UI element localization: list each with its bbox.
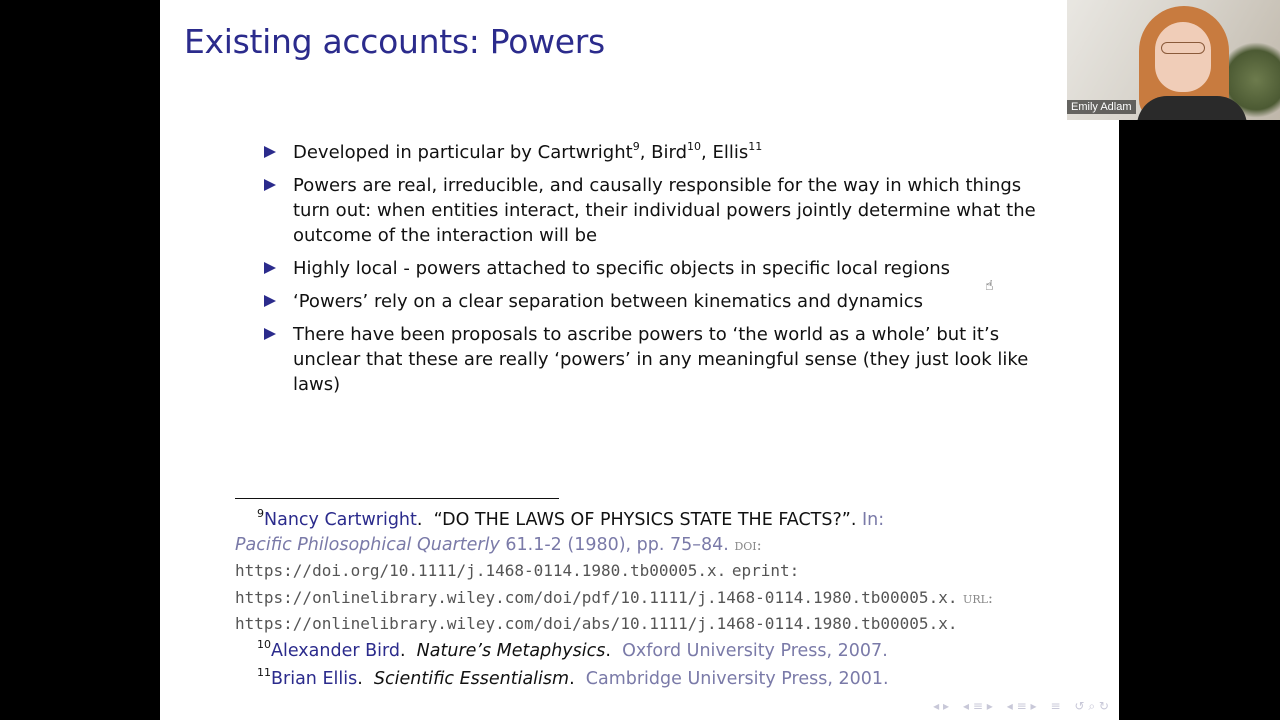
footnote-journal: Pacific Philosophical Quarterly [235,535,500,556]
footnote-9-cont [235,533,1035,637]
url-label: url: [963,588,993,607]
bullet-item [260,289,1060,314]
footnote-in: In: [861,510,885,530]
participant-name-tag: Emily Adlam [1067,100,1136,114]
footnote-11: $^{11}$Brian Ellis. Scientific Essentialism. Cambridge University Press, 2001. [257,666,889,690]
beamer-nav-bar [933,699,1109,714]
bullet-text: , Ellis [701,142,749,163]
bullet-text: There have been proposals to ascribe powers to ‘the world as a whole’ but it’s unclear that these are really ‘powers’ in any meaningful sense (they just look like laws) [293,324,1029,395]
footnotes [235,508,1035,692]
bullet-triangle-icon [264,179,276,191]
footnote-number: 11 [257,666,271,680]
bullet-text: Developed in particular by Cartwright [293,142,633,163]
nav-toc-icon[interactable]: ≡ [1050,699,1061,713]
footnote-divider [235,498,559,499]
nav-subsection-icon[interactable]: ◂ ≡ ▸ [963,699,993,713]
footnote-number: 9 [257,507,264,521]
bullet-item [260,322,1060,397]
bullet-text: ‘Powers’ rely on a clear separation between kinematics and dynamics [293,291,923,312]
bullet-text: Powers are real, irreducible, and causally responsible for the way in which things turn out: when entities interact, their individual powers jointly determine what the outcome of the interaction will be [293,175,1036,246]
nav-section-icon[interactable]: ◂ ≡ ▸ [1006,699,1037,713]
url-link[interactable]: https://onlinelibrary.wiley.com/doi/abs/10.1111/j.1468-0114.1980.tb00005.x. [235,613,958,633]
bullet-triangle-icon [264,146,276,158]
slide-title: Existing accounts: Powers [184,22,605,61]
bullet-item [260,173,1060,248]
footnote-publisher: Cambridge University Press, 2001. [585,669,889,690]
doi-link[interactable]: https://doi.org/10.1111/j.1468-0114.1980.tb00005.x. [235,561,727,581]
doi-label: doi: [734,536,762,555]
bullet-item [260,140,1060,165]
footnote-title: “DO THE LAWS OF PHYSICS STATE THE FACTS?” [433,510,851,530]
footnote-author[interactable]: Brian Ellis [271,669,358,690]
bullet-item [260,256,1060,281]
bullet-triangle-icon [264,262,276,274]
footnote-publisher: Oxford University Press, 2007. [622,641,888,662]
bullet-triangle-icon [264,328,276,340]
footnote-ref: 11 [748,140,763,153]
footnote-9: $^9$Nancy Cartwright. “DO THE LAWS OF PHYSICS STATE THE FACTS?”. In: [257,507,885,530]
participant-shirt [1137,96,1247,120]
hand-cursor-icon: ☝ [985,278,994,294]
participant-glasses [1161,42,1205,54]
slide [160,0,1119,720]
footnote-title: Nature’s Metaphysics [416,641,606,662]
nav-search-icon[interactable]: ↺ ⌕ ↻ [1074,699,1109,713]
footnote-title: Scientific Essentialism [373,669,570,690]
eprint-link[interactable]: https://onlinelibrary.wiley.com/doi/pdf/10.1111/j.1468-0114.1980.tb00005.x. [235,587,958,607]
footnote-ref: 9 [632,140,640,153]
bullet-list [260,140,1060,405]
footnote-10: $^{10}$Alexander Bird. Nature’s Metaphysics. Oxford University Press, 2007. [257,638,888,662]
nav-frame-icon[interactable]: ◂ ▸ [933,699,949,713]
footnote-ref: 10 [687,140,702,153]
footnote-author[interactable]: Alexander Bird [271,641,400,662]
bullet-text: Highly local - powers attached to specific objects in specific local regions [293,258,950,279]
eprint-label: eprint: [731,561,800,581]
footnote-details: 61.1-2 (1980), pp. 75–84. [505,535,729,556]
participant-face [1155,22,1211,92]
footnote-author[interactable]: Nancy Cartwright [264,510,417,530]
bullet-triangle-icon [264,295,276,307]
bullet-text: , Bird [639,142,688,163]
footnote-number: 10 [257,638,271,652]
